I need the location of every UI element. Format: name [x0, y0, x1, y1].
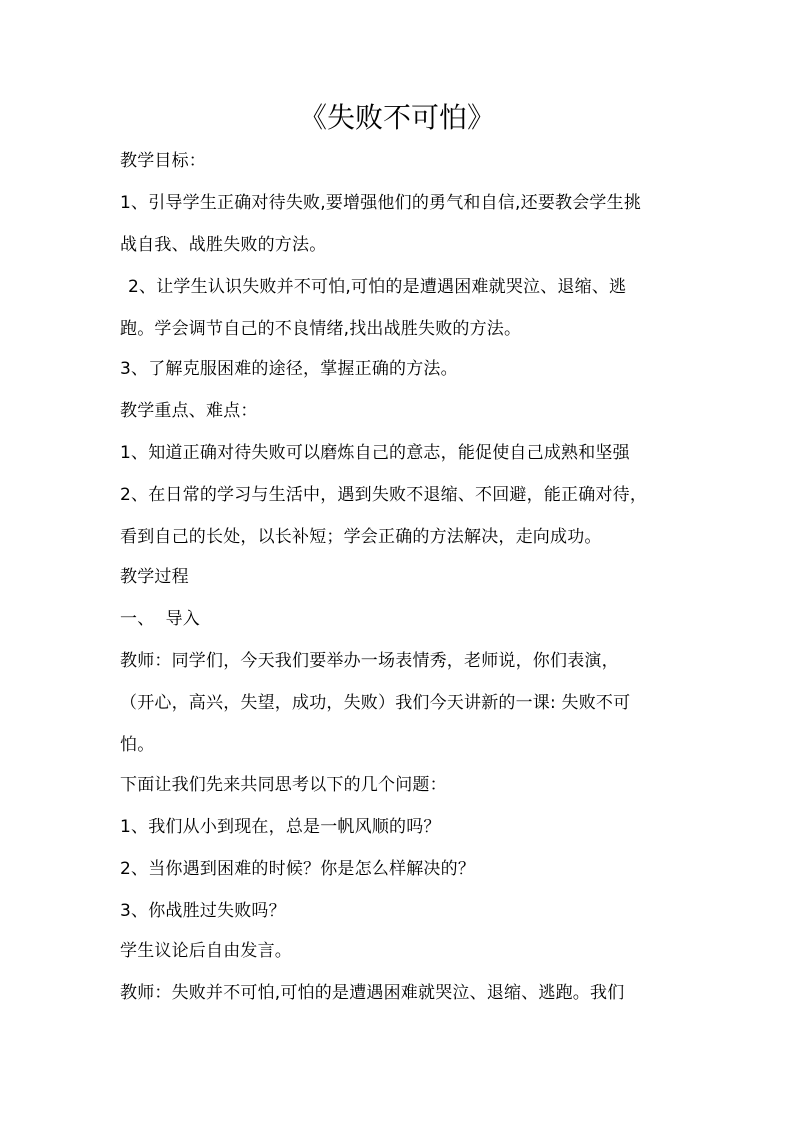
paragraph-line: 战自我、战胜失败的方法。 — [120, 235, 327, 255]
paragraph-line: （开心，高兴，失望，成功，失败）我们今天讲新的一课: 失败不可 — [120, 693, 631, 713]
paragraph-line: 学生议论后自由发言。 — [120, 941, 292, 961]
section-heading-objectives: 教学目标： — [120, 151, 206, 171]
paragraph-line: 看到自己的长处，以长补短；学会正确的方法解决，走向成功。 — [120, 527, 602, 547]
section-heading-key-points: 教学重点、难点： — [120, 401, 258, 421]
paragraph-line: 怕。 — [120, 735, 155, 755]
document-title: 《失败不可怕》 — [298, 101, 495, 134]
subheading-intro: 一、 导入 — [120, 609, 201, 629]
paragraph-line: 1、知道正确对待失败可以磨炼自己的意志，能促使自己成熟和坚强 — [120, 443, 630, 463]
paragraph-line: 2、在日常的学习与生活中，遇到失败不退缩、不回避，能正确对待， — [120, 485, 648, 505]
question-item: 1、我们从小到现在，总是一帆风顺的吗？ — [120, 817, 441, 837]
paragraph-line: 跑。学会调节自己的不良情绪,找出战胜失败的方法。 — [120, 319, 522, 339]
paragraph-line: 3、了解克服困难的途径，掌握正确的方法。 — [120, 359, 458, 379]
paragraph-line: 2、让学生认识失败并不可怕,可怕的是遭遇困难就哭泣、退缩、逃 — [128, 277, 627, 297]
question-item: 2、当你遇到困难的时候？你是怎么样解决的？ — [120, 859, 476, 879]
paragraph-line: 下面让我们先来共同思考以下的几个问题： — [120, 775, 447, 795]
question-item: 3、你战胜过失败吗？ — [120, 901, 286, 921]
paragraph-line: 教师：失败并不可怕,可怕的是遭遇困难就哭泣、退缩、逃跑。我们 — [120, 983, 625, 1003]
paragraph-line: 1、引导学生正确对待失败,要增强他们的勇气和自信,还要教会学生挑 — [120, 193, 642, 213]
paragraph-line: 教师：同学们，今天我们要举办一场表情秀，老师说，你们表演， — [120, 651, 619, 671]
section-heading-process: 教学过程 — [120, 567, 189, 587]
